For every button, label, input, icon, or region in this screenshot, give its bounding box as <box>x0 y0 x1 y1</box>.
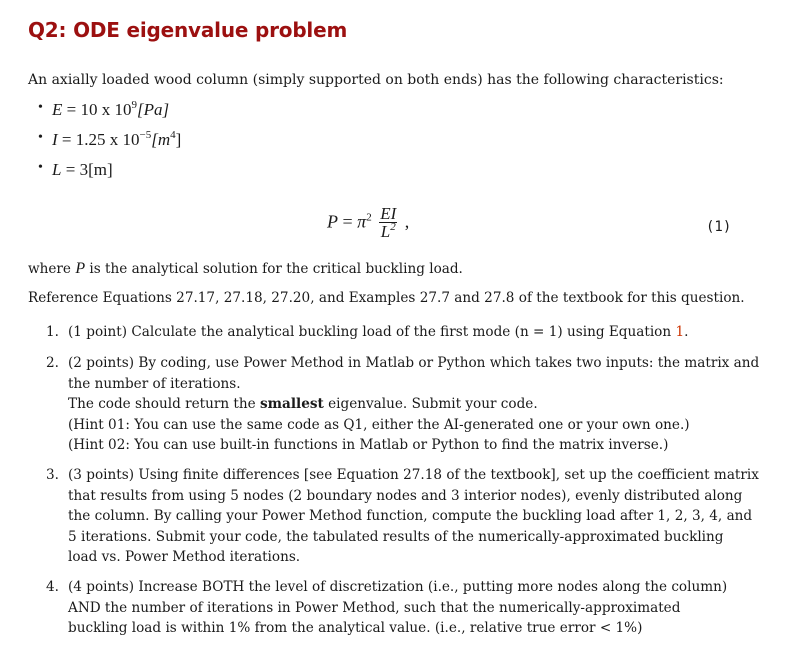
q2-hint-2: (Hint 02: You can use built-in functions in Matlab or Python to find the matrix inverse.) <box>68 437 669 453</box>
q2-line: the number of iterations. <box>68 375 241 392</box>
where-var: P <box>75 260 86 277</box>
bullet-dot: • <box>38 130 43 145</box>
bullet-E: • E = 10 x $10^9[Pa]$ <box>38 99 170 119</box>
L-symbol: L <box>52 160 62 179</box>
question-body <box>68 577 727 639</box>
q2-bold-word: smallest <box>260 396 324 412</box>
question-body <box>68 353 759 456</box>
I-value: 1.25 x 10 <box>75 130 140 149</box>
question-body <box>68 465 759 568</box>
q1-text: (1 point) Calculate the analytical buckling load of the first mode (n = 1) using Equation <box>68 324 676 340</box>
where-pre: where <box>28 261 76 277</box>
L-value: 3[m] <box>79 160 113 179</box>
eq-denominator: L <box>380 222 391 241</box>
buckling-equation: $P = \pi^2$ $\frac{EI}{L^2}$ , <box>327 204 410 241</box>
E-value: 10 x 10 <box>80 100 132 119</box>
page-title: Q2: ODE eigenvalue problem <box>28 18 348 42</box>
E-symbol: E <box>52 100 63 119</box>
equation-ref-link[interactable]: 1 <box>675 324 685 340</box>
where-line <box>28 260 463 278</box>
question-number: 3. <box>46 467 59 483</box>
E-unit: [Pa] <box>136 100 170 119</box>
eq-pi: π <box>357 211 367 232</box>
question-number: 1. <box>46 324 59 340</box>
q3-line: that results from using 5 nodes (2 boundary nodes and 3 interior nodes), evenly distributed along <box>68 487 743 504</box>
eq-den-exponent: 2 <box>390 221 396 233</box>
q2-line3-pre: The code should return the <box>68 396 261 412</box>
eq-denominator-wrap <box>379 223 397 241</box>
q2-line3-post: eigenvalue. Submit your code. <box>323 396 538 412</box>
q2-line: (2 points) By coding, use Power Method in Matlab or Python which takes two inputs: the matrix and <box>68 355 760 371</box>
question-body <box>68 322 688 343</box>
eq-pi-exponent: 2 <box>366 211 372 224</box>
question-number: 2. <box>46 355 59 371</box>
q3-line: the column. By calling your Power Method function, compute the buckling load after 1, 2, 3, 4, and <box>68 508 753 524</box>
equation-number: (1) <box>706 219 732 235</box>
where-post: is the analytical solution for the critical buckling load. <box>85 261 463 277</box>
bullet-I: • I = 1.25 x $10^{-5}[m^4]$ <box>38 129 182 149</box>
eq-numerator: EI <box>380 204 397 223</box>
E-exponent: 9 <box>131 99 137 111</box>
reference-line: Reference Equations 27.17, 27.18, 27.20, and Examples 27.7 and 27.8 of the textbook for this question. <box>28 290 745 306</box>
question-number: 4. <box>46 579 59 595</box>
q3-line: 5 iterations. Submit your code, the tabulated results of the numerically-approximated buckling <box>68 528 724 545</box>
intro-text: An axially loaded wood column (simply supported on both ends) has the following characteristics: <box>28 72 724 88</box>
I-unit-pre: [m <box>151 130 171 149</box>
bullet-dot: • <box>38 160 43 175</box>
I-unit-exponent: 4 <box>170 129 176 141</box>
bullet-L: • L = 3[m] <box>38 160 113 179</box>
q1-period: . <box>684 324 689 340</box>
I-symbol: I <box>52 130 58 149</box>
eq-fraction <box>379 206 397 241</box>
q4-line: buckling load is within 1% from the analytical value. (i.e., relative true error < 1%) <box>68 620 643 636</box>
q3-line: load vs. Power Method iterations. <box>68 549 301 565</box>
q4-line: AND the number of iterations in Power Method, such that the numerically-approximated <box>68 599 681 616</box>
q2-line <box>68 394 759 415</box>
q4-line: (4 points) Increase BOTH the level of discretization (i.e., putting more nodes along the column) <box>68 579 728 595</box>
I-unit-post: ] <box>175 130 182 149</box>
eq-lhs: P <box>327 211 338 232</box>
bullet-dot: • <box>38 100 43 115</box>
eq-trailing-comma: , <box>404 211 410 232</box>
q3-line: (3 points) Using finite differences [see Equation 27.18 of the textbook], set up the coefficient matrix <box>68 467 759 483</box>
I-exponent: −5 <box>139 129 152 141</box>
q2-hint-1: (Hint 01: You can use the same code as Q1, either the AI-generated one or your own one.) <box>68 416 690 433</box>
